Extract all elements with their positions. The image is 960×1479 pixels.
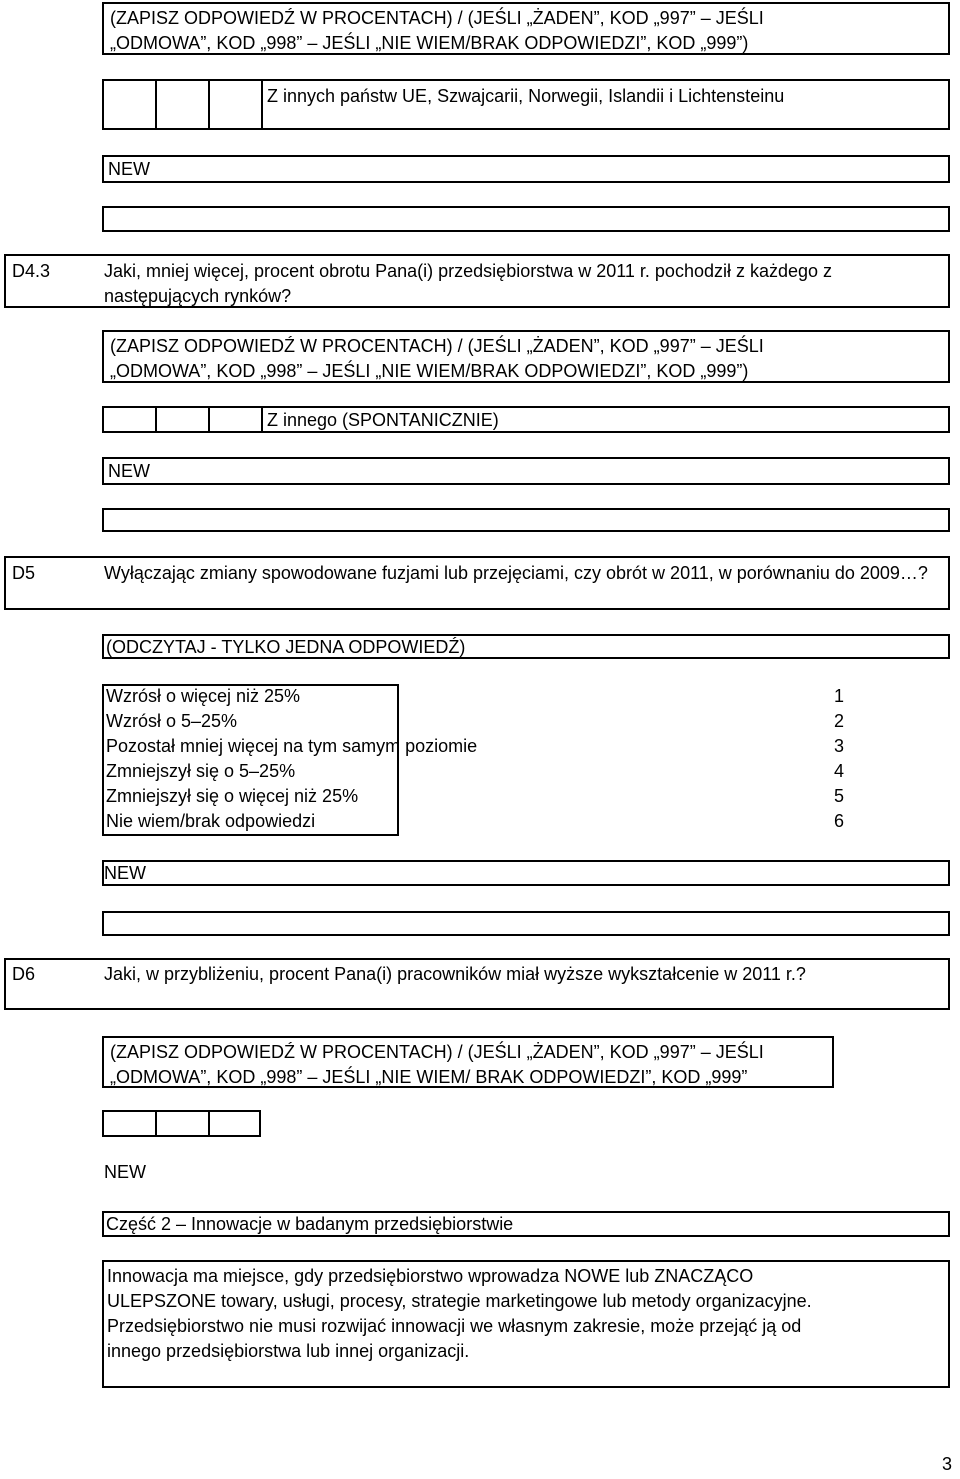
- d4-2-instruction-box: [102, 2, 950, 55]
- option-code: 1: [833, 686, 844, 706]
- d6-new-label: NEW: [104, 1162, 146, 1182]
- option-code: 3: [833, 736, 844, 756]
- d6-question-box: [4, 958, 950, 1010]
- part2-title-box: [102, 1211, 950, 1237]
- d4-3-question-text: Jaki, mniej więcej, procent obrotu Pana(i) przedsiębiorstwa w 2011 r. pochodził z każdego z następujących rynków?: [104, 261, 833, 306]
- part2-definition-box: [102, 1260, 950, 1388]
- d6-instruction-line2: „ODMOWA”, KOD „998” – JEŚLI „NIE WIEM/ BRAK ODPOWIEDZI”, KOD „999”: [110, 1067, 748, 1087]
- option-row[interactable]: [104, 709, 844, 734]
- option-code: 2: [833, 711, 844, 731]
- d4-3-answer-row: [102, 406, 950, 433]
- definition-line: ULEPSZONE towary, usługi, procesy, strategie marketingowe lub metody organizacyjne.: [107, 1291, 812, 1311]
- d4-2-notes-box[interactable]: [102, 206, 950, 232]
- option-label: Zmniejszył się o 5–25%: [106, 761, 296, 781]
- option-label: Pozostał mniej więcej na tym samym poziomie: [106, 736, 478, 756]
- new-label: NEW: [108, 461, 150, 481]
- percent-digit-cell-2[interactable]: [157, 1112, 210, 1135]
- d4-3-answer-label: Z innego (SPONTANICZNIE): [267, 410, 499, 430]
- option-code: 6: [833, 811, 844, 831]
- d4-3-instruction-box: [102, 330, 950, 383]
- d6-answer-row: [102, 1110, 261, 1137]
- option-row[interactable]: [104, 809, 844, 834]
- new-label: NEW: [108, 159, 150, 179]
- option-label: Nie wiem/brak odpowiedzi: [106, 811, 316, 831]
- d4-2-answer-row: [102, 79, 950, 130]
- d6-question-id: D6: [12, 964, 36, 984]
- d4-3-instruction-line2: „ODMOWA”, KOD „998” – JEŚLI „NIE WIEM/BRAK ODPOWIEDZI”, KOD „999”): [110, 361, 749, 381]
- d6-question-text: Jaki, w przybliżeniu, procent Pana(i) pracowników miał wyższe wykształcenie w 2011 r.?: [104, 964, 806, 984]
- d5-instruction: (ODCZYTAJ - TYLKO JEDNA ODPOWIEDŹ): [106, 637, 466, 657]
- option-row[interactable]: [104, 684, 844, 709]
- option-label: Zmniejszył się o więcej niż 25%: [106, 786, 359, 806]
- d5-notes-box[interactable]: [102, 911, 950, 936]
- d4-2-answer-label: Z innych państw UE, Szwajcarii, Norwegii, Islandii i Lichtensteinu: [267, 86, 785, 106]
- d4-3-new-box: [102, 457, 950, 485]
- option-row[interactable]: [104, 734, 844, 759]
- option-row[interactable]: [104, 759, 844, 784]
- d5-question-box: [4, 556, 950, 610]
- definition-line: innego przedsiębiorstwa lub innej organizacji.: [107, 1341, 470, 1361]
- option-code: 4: [833, 761, 844, 781]
- percent-digit-cell-3[interactable]: [210, 81, 263, 128]
- d4-3-question-box: [4, 254, 950, 308]
- option-row[interactable]: [104, 784, 844, 809]
- d5-question-text: Wyłączając zmiany spowodowane fuzjami lub przejęciami, czy obrót w 2011, w porównaniu do 2009…?: [104, 563, 928, 583]
- d4-3-instruction-line1: (ZAPISZ ODPOWIEDŹ W PROCENTACH) / (JEŚLI „ŻADEN”, KOD „997” – JEŚLI: [110, 336, 764, 356]
- part2-title: Część 2 – Innowacje w badanym przedsiębiorstwie: [106, 1214, 514, 1234]
- percent-digit-cell-1[interactable]: [104, 408, 157, 431]
- d6-instruction-line1: (ZAPISZ ODPOWIEDŹ W PROCENTACH) / (JEŚLI „ŻADEN”, KOD „997” – JEŚLI: [110, 1042, 764, 1062]
- d4-2-instruction-line1: (ZAPISZ ODPOWIEDŹ W PROCENTACH) / (JEŚLI „ŻADEN”, KOD „997” – JEŚLI: [110, 8, 764, 28]
- percent-digit-cell-3[interactable]: [210, 408, 263, 431]
- d4-2-new-box: [102, 155, 950, 183]
- percent-digit-cell-1[interactable]: [104, 1112, 157, 1135]
- page-number: 3: [942, 1454, 953, 1474]
- option-code: 5: [833, 786, 844, 806]
- d4-3-notes-box[interactable]: [102, 508, 950, 532]
- d5-instruction-box: [102, 634, 950, 659]
- d4-2-instruction-line2: „ODMOWA”, KOD „998” – JEŚLI „NIE WIEM/BRAK ODPOWIEDZI”, KOD „999”): [110, 33, 749, 53]
- percent-digit-cell-2[interactable]: [157, 81, 210, 128]
- d4-3-question-id: D4.3: [12, 261, 51, 281]
- percent-digit-cell-1[interactable]: [104, 81, 157, 128]
- percent-digit-cell-2[interactable]: [157, 408, 210, 431]
- new-label: NEW: [104, 863, 146, 883]
- option-label: Wzrósł o 5–25%: [106, 711, 238, 731]
- definition-line: Innowacja ma miejsce, gdy przedsiębiorstwo wprowadza NOWE lub ZNACZĄCO: [107, 1266, 754, 1286]
- option-label: Wzrósł o więcej niż 25%: [106, 686, 301, 706]
- d6-instruction-box: [102, 1036, 834, 1088]
- definition-line: Przedsiębiorstwo nie musi rozwijać innowacji we własnym zakresie, może przejąć ją od: [107, 1316, 802, 1336]
- d5-new-box: [102, 860, 950, 886]
- d5-question-id: D5: [12, 563, 36, 583]
